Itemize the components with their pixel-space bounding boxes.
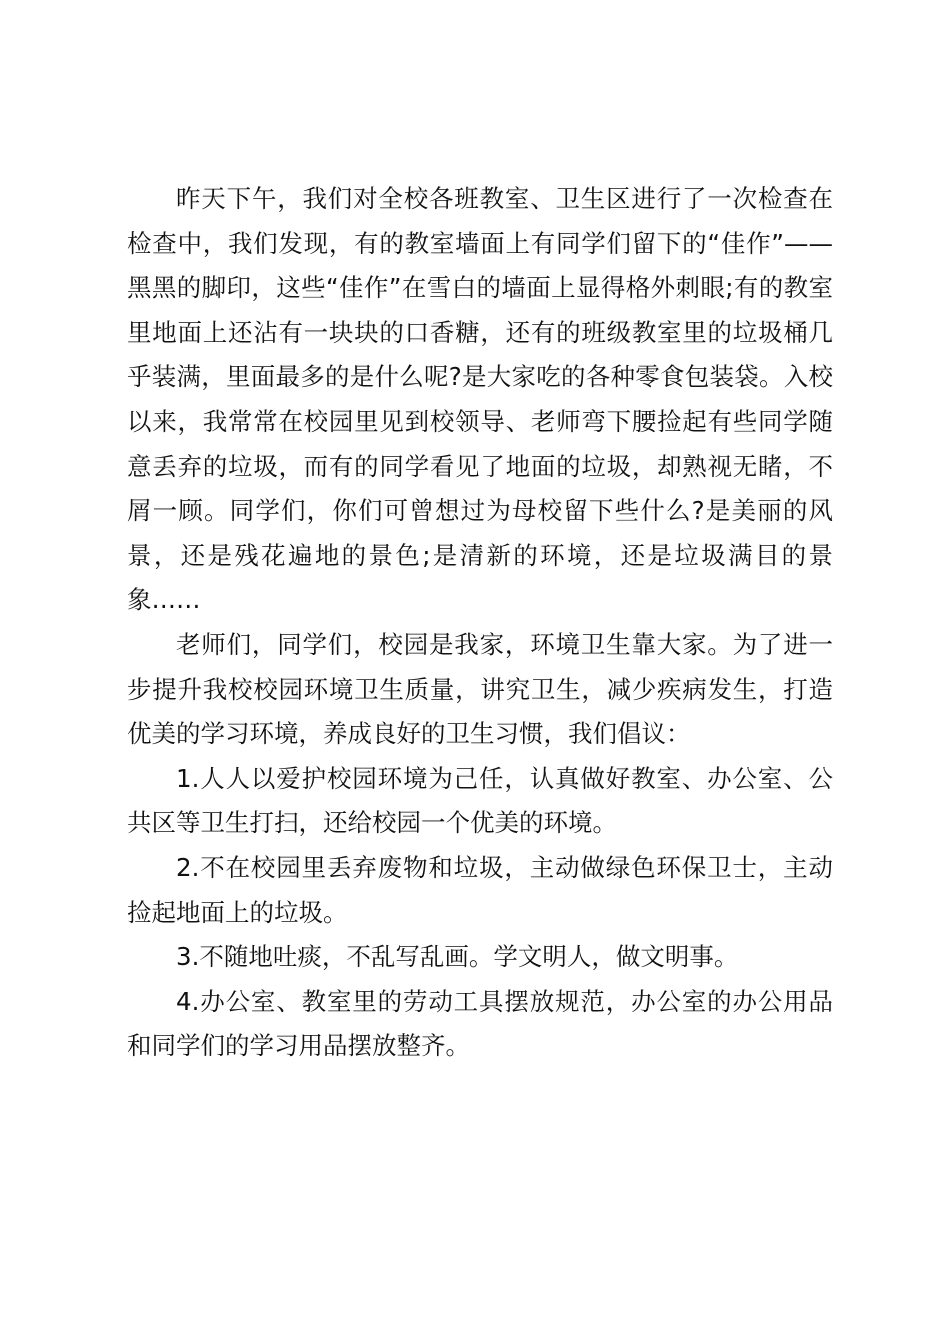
proposal-item-3: 3.不随地吐痰，不乱写乱画。学文明人，做文明事。 [176, 942, 739, 972]
proposal-item-1: 1.人人以爱护校园环境为己任，认真做好教室、办公室、公共区等卫生打扫，还给校园一个优美的环境。 [127, 763, 833, 838]
paragraph-inspection-report: 昨天下午，我们对全校各班教室、卫生区进行了一次检查在检查中，我们发现，有的教室墙面上有同学们留下的“佳作”——黑黑的脚印，这些“佳作”在雪白的墙面上显得格外刺眼;有的教室里地面上还沾有一块块的口香糖，还有的班级教室里的垃圾桶几乎装满，里面最多的是什么呢?是大家吃的各种零食包装袋。入校以来，我常常在校园里见到校领导、老师弯下腰捡起有些同学随意丢弃的垃圾，而有的同学看见了地面的垃圾，却熟视无睹，不屑一顾。同学们，你们可曾想过为母校留下些什么?是美丽的风景，还是残花遍地的景色;是清新的环境，还是垃圾满目的景象…… [127, 184, 833, 615]
proposal-item-2: 2.不在校园里丢弃废物和垃圾，主动做绿色环保卫士，主动捡起地面上的垃圾。 [127, 852, 833, 927]
paragraph-proposal-intro: 老师们，同学们，校园是我家，环境卫生靠大家。为了进一步提升我校校园环境卫生质量，讲究卫生，减少疾病发生，打造优美的学习环境，养成良好的卫生习惯，我们倡议： [127, 629, 833, 749]
proposal-item-4: 4.办公室、教室里的劳动工具摆放规范，办公室的办公用品和同学们的学习用品摆放整齐。 [127, 986, 833, 1061]
document-body [127, 177, 833, 1069]
